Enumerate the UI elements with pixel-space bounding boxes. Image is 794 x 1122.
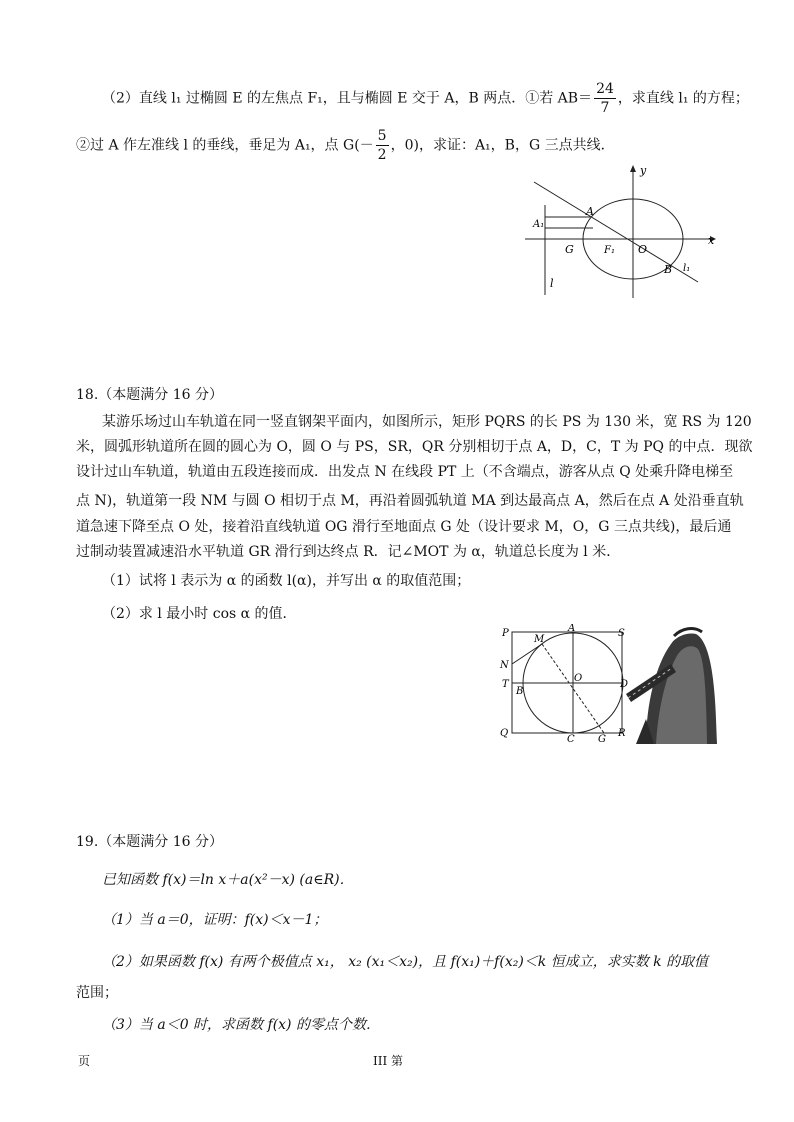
q19-stem: 已知函数 f(x)＝ln x＋a(x²－x) (a∈R)． (102, 872, 354, 888)
label-m: M (534, 634, 545, 645)
label-s: S (618, 628, 625, 639)
label-q: Q (500, 728, 509, 739)
q19-subquestion-2-line1: （2）如果函数 f(x) 有两个极值点 x₁， x₂ (x₁＜x₂)，且 f(x₁)＋f(x₂)＜k 恒成立，求实数 k 的取值 (102, 954, 709, 970)
q19-title: 19.（本题满分 16 分） (76, 834, 223, 850)
q18-paragraph-line6: 过制动装置减速沿水平轨道 GR 滑行到达终点 R．记∠MOT 为 α，轨道总长度为 l 米． (76, 544, 621, 560)
q19-subquestion-1: （1）当 a＝0，证明：f(x)＜x－1； (102, 912, 328, 928)
label-n: N (500, 660, 509, 671)
roller-coaster-photo (626, 629, 717, 744)
label-a: A (586, 205, 594, 218)
line-l1 (534, 182, 698, 282)
label-b: B (664, 263, 673, 276)
footer-center: III 第 (373, 1054, 404, 1068)
footer-left: 页 (78, 1054, 91, 1068)
q19-subquestion-3: （3）当 a＜0 时，求函数 f(x) 的零点个数． (102, 1017, 380, 1033)
label-g: G (598, 734, 606, 745)
label-o: O (574, 673, 583, 684)
track-nm (512, 644, 542, 664)
g-fraction (376, 127, 389, 164)
q18-paragraph-line3: 设计过山车轨道，轨道由五段连接而成．出发点 N 在线段 PT 上（不含端点，游客从点 Q 处乘升降电梯至 (76, 464, 734, 480)
q17-part2-line2 (76, 127, 615, 164)
label-b: B (516, 686, 524, 697)
roller-coaster-figure (496, 624, 721, 748)
ab-fraction-numerator: 24 (596, 81, 614, 97)
q17-part2-text-a: （2）直线 l₁ 过椭圆 E 的左焦点 F₁，且与椭圆 E 交于 A，B 两点．①若 AB＝ (102, 90, 593, 107)
label-l1: l₁ (683, 263, 691, 274)
label-f1: F₁ (604, 245, 615, 256)
label-y: y (640, 164, 647, 177)
label-p: P (502, 628, 509, 639)
ab-fraction (594, 80, 616, 117)
q18-paragraph-line4: 点 N)，轨道第一段 NM 与圆 O 相切于点 M，再沿着圆弧轨道 MA 到达最高点 A，然后在点 A 处沿垂直轨 (76, 493, 744, 509)
ellipse-figure (520, 160, 720, 300)
q18-title: 18.（本题满分 16 分） (76, 387, 223, 403)
label-l: l (550, 277, 554, 290)
y-axis-arrow (630, 165, 636, 172)
q18-subquestion-1: （1）试将 l 表示为 α 的函数 l(α)，并写出 α 的取值范围； (102, 573, 471, 589)
label-c: C (567, 734, 575, 745)
g-fraction-numerator: 5 (377, 128, 387, 144)
q18-paragraph-line5: 道急速下降至点 O 处，接着沿直线轨道 OG 滑行至地面点 G 处（设计要求 M，O，G 三点共线)，最后通 (76, 519, 732, 535)
q17-part2-text-d: ，0)，求证：A₁，B，G 三点共线． (390, 137, 615, 154)
ab-fraction-denominator: 7 (600, 100, 610, 116)
q18-subquestion-2: （2）求 l 最小时 cos α 的值． (102, 606, 297, 622)
label-x: x (708, 234, 715, 247)
q19-subquestion-2-line2: 范围； (76, 985, 118, 1001)
q18-paragraph-line2: 米，圆弧形轨道所在圆的圆心为 O，圆 O 与 PS，SR，QR 分别相切于点 A，D，C，T 为 PQ 的中点．现欲 (76, 439, 753, 455)
q17-part2-text-c: ②过 A 作左准线 l 的垂线，垂足为 A₁，点 G(－ (76, 137, 374, 154)
label-a: A (568, 624, 576, 634)
q17-part2-line1 (102, 80, 749, 117)
q17-part2-text-b: ，求直线 l₁ 的方程； (617, 90, 749, 107)
label-g: G (565, 243, 574, 256)
g-fraction-denominator: 2 (377, 147, 387, 163)
q18-paragraph-line1: 某游乐场过山车轨道在同一竖直钢架平面内，如图所示，矩形 PQRS 的长 PS 为 130 米，宽 RS 为 120 (102, 414, 752, 430)
label-t: T (502, 679, 509, 690)
label-o: O (638, 243, 648, 256)
label-d: D (620, 679, 629, 690)
label-r: R (618, 728, 626, 739)
label-a1: A₁ (533, 219, 545, 230)
